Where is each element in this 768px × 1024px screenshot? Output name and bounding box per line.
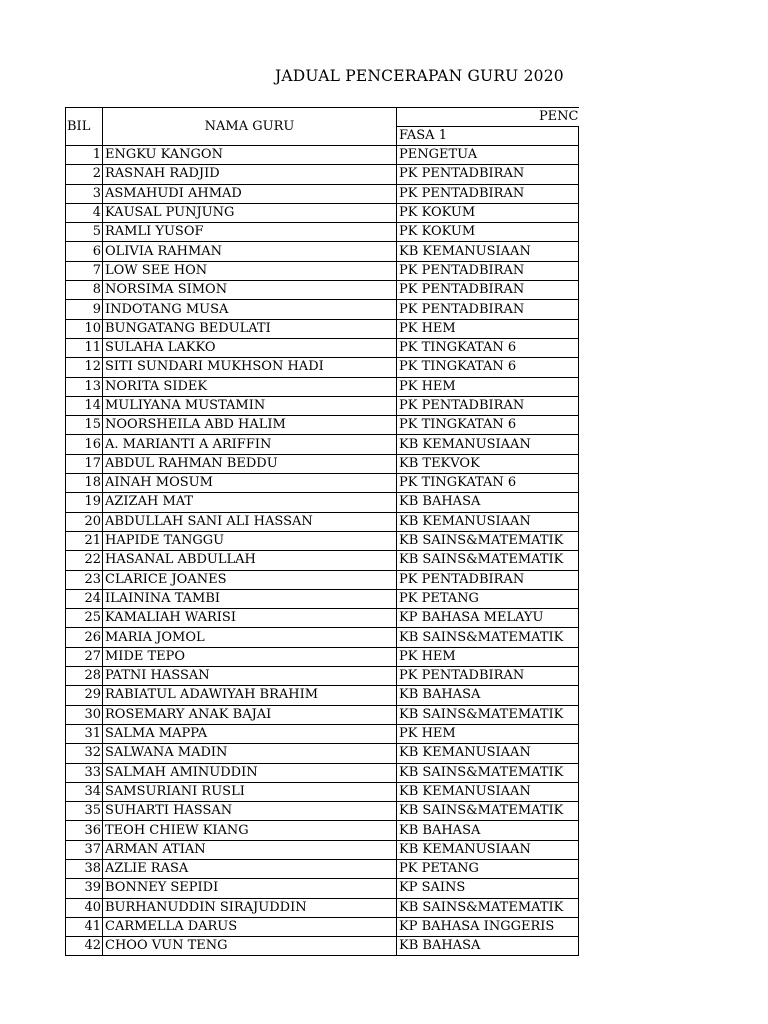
bil-cell: 29 bbox=[66, 686, 103, 705]
bil-cell: 5 bbox=[66, 223, 103, 242]
teacher-name-cell: AZIZAH MAT bbox=[103, 493, 397, 512]
bil-cell: 2 bbox=[66, 165, 103, 184]
teacher-name-cell: KAMALIAH WARISI bbox=[103, 609, 397, 628]
fasa-1-cell: KB SAINS&MATEMATIK bbox=[397, 802, 579, 821]
teacher-name-cell: ARMAN ATIAN bbox=[103, 840, 397, 859]
table-row bbox=[66, 763, 579, 782]
teacher-name-cell: MULIYANA MUSTAMIN bbox=[103, 396, 397, 415]
bil-cell: 41 bbox=[66, 917, 103, 936]
table-row bbox=[66, 782, 579, 801]
fasa-1-cell: KB KEMANUSIAAN bbox=[397, 435, 579, 454]
table-row bbox=[66, 261, 579, 280]
table-row bbox=[66, 859, 579, 878]
table-row bbox=[66, 474, 579, 493]
fasa-1-cell: PK TINGKATAN 6 bbox=[397, 474, 579, 493]
fasa-1-cell: KB BAHASA bbox=[397, 686, 579, 705]
fasa-1-cell: KB KEMANUSIAAN bbox=[397, 782, 579, 801]
table-row bbox=[66, 744, 579, 763]
bil-cell: 18 bbox=[66, 474, 103, 493]
table-row bbox=[66, 281, 579, 300]
fasa-1-cell: PK PENTADBIRAN bbox=[397, 300, 579, 319]
teacher-name-cell: SUHARTI HASSAN bbox=[103, 802, 397, 821]
bil-cell: 20 bbox=[66, 512, 103, 531]
bil-cell: 13 bbox=[66, 377, 103, 396]
header-row-top bbox=[66, 108, 579, 127]
bil-cell: 24 bbox=[66, 589, 103, 608]
table-row bbox=[66, 609, 579, 628]
bil-cell: 36 bbox=[66, 821, 103, 840]
bil-cell: 39 bbox=[66, 879, 103, 898]
fasa-1-cell: PK PENTADBIRAN bbox=[397, 165, 579, 184]
fasa-1-cell: PK HEM bbox=[397, 724, 579, 743]
teacher-name-cell: TEOH CHIEW KIANG bbox=[103, 821, 397, 840]
table-row bbox=[66, 146, 579, 165]
fasa-1-cell: KB KEMANUSIAAN bbox=[397, 242, 579, 261]
table-row bbox=[66, 705, 579, 724]
fasa-1-cell: KP BAHASA MELAYU bbox=[397, 609, 579, 628]
teacher-name-cell: OLIVIA RAHMAN bbox=[103, 242, 397, 261]
table-row bbox=[66, 319, 579, 338]
bil-cell: 14 bbox=[66, 396, 103, 415]
table-row bbox=[66, 531, 579, 550]
teacher-name-cell: ILAININA TAMBI bbox=[103, 589, 397, 608]
table-row bbox=[66, 396, 579, 415]
bil-cell: 34 bbox=[66, 782, 103, 801]
teacher-name-cell: HAPIDE TANGGU bbox=[103, 531, 397, 550]
fasa-1-cell: PK PENTADBIRAN bbox=[397, 261, 579, 280]
fasa-1-cell: KB BAHASA bbox=[397, 821, 579, 840]
table-row bbox=[66, 184, 579, 203]
header-bil: BIL bbox=[66, 108, 103, 146]
fasa-1-cell: KB SAINS&MATEMATIK bbox=[397, 898, 579, 917]
bil-cell: 40 bbox=[66, 898, 103, 917]
fasa-1-cell: PK TINGKATAN 6 bbox=[397, 358, 579, 377]
bil-cell: 32 bbox=[66, 744, 103, 763]
table-row bbox=[66, 937, 579, 956]
teacher-name-cell: SAMSURIANI RUSLI bbox=[103, 782, 397, 801]
teacher-name-cell: ASMAHUDI AHMAD bbox=[103, 184, 397, 203]
fasa-1-cell: PK HEM bbox=[397, 377, 579, 396]
fasa-1-cell: PK HEM bbox=[397, 647, 579, 666]
teacher-name-cell: RAMLI YUSOF bbox=[103, 223, 397, 242]
table-row bbox=[66, 358, 579, 377]
teacher-name-cell: SALWANA MADIN bbox=[103, 744, 397, 763]
table-row bbox=[66, 416, 579, 435]
fasa-1-cell: PK PETANG bbox=[397, 589, 579, 608]
teacher-name-cell: SALMA MAPPA bbox=[103, 724, 397, 743]
fasa-1-cell: PK TINGKATAN 6 bbox=[397, 338, 579, 357]
fasa-1-cell: KB BAHASA bbox=[397, 493, 579, 512]
teacher-name-cell: KAUSAL PUNJUNG bbox=[103, 203, 397, 222]
fasa-1-cell: PK KOKUM bbox=[397, 223, 579, 242]
bil-cell: 3 bbox=[66, 184, 103, 203]
table-row bbox=[66, 512, 579, 531]
bil-cell: 19 bbox=[66, 493, 103, 512]
teacher-name-cell: PATNI HASSAN bbox=[103, 667, 397, 686]
table-row bbox=[66, 667, 579, 686]
bil-cell: 16 bbox=[66, 435, 103, 454]
table-row bbox=[66, 628, 579, 647]
fasa-1-cell: KB BAHASA bbox=[397, 937, 579, 956]
bil-cell: 27 bbox=[66, 647, 103, 666]
table-row bbox=[66, 589, 579, 608]
teacher-name-cell: ENGKU KANGON bbox=[103, 146, 397, 165]
teacher-name-cell: INDOTANG MUSA bbox=[103, 300, 397, 319]
teacher-name-cell: SALMAH AMINUDDIN bbox=[103, 763, 397, 782]
fasa-1-cell: PK TINGKATAN 6 bbox=[397, 416, 579, 435]
table-row bbox=[66, 570, 579, 589]
table-row bbox=[66, 802, 579, 821]
teacher-name-cell: SULAHA LAKKO bbox=[103, 338, 397, 357]
teacher-name-cell: CHOO VUN TENG bbox=[103, 937, 397, 956]
teacher-schedule-table bbox=[65, 107, 579, 956]
fasa-1-cell: PK PENTADBIRAN bbox=[397, 667, 579, 686]
table-row bbox=[66, 435, 579, 454]
bil-cell: 8 bbox=[66, 281, 103, 300]
table-row bbox=[66, 879, 579, 898]
bil-cell: 26 bbox=[66, 628, 103, 647]
bil-cell: 1 bbox=[66, 146, 103, 165]
bil-cell: 21 bbox=[66, 531, 103, 550]
fasa-1-cell: KB SAINS&MATEMATIK bbox=[397, 705, 579, 724]
table-row bbox=[66, 917, 579, 936]
bil-cell: 38 bbox=[66, 859, 103, 878]
header-nama-guru: NAMA GURU bbox=[103, 108, 397, 146]
teacher-name-cell: NORITA SIDEK bbox=[103, 377, 397, 396]
bil-cell: 9 bbox=[66, 300, 103, 319]
teacher-schedule-sheet bbox=[65, 107, 578, 956]
fasa-1-cell: PK HEM bbox=[397, 319, 579, 338]
teacher-name-cell: LOW SEE HON bbox=[103, 261, 397, 280]
table-row bbox=[66, 242, 579, 261]
fasa-1-cell: PK PETANG bbox=[397, 859, 579, 878]
table-row bbox=[66, 493, 579, 512]
table-row bbox=[66, 551, 579, 570]
header-fasa-1: FASA 1 bbox=[397, 127, 579, 146]
teacher-name-cell: BONNEY SEPIDI bbox=[103, 879, 397, 898]
bil-cell: 12 bbox=[66, 358, 103, 377]
fasa-1-cell: PENGETUA bbox=[397, 146, 579, 165]
bil-cell: 7 bbox=[66, 261, 103, 280]
table-row bbox=[66, 840, 579, 859]
teacher-name-cell: HASANAL ABDULLAH bbox=[103, 551, 397, 570]
table-row bbox=[66, 724, 579, 743]
bil-cell: 28 bbox=[66, 667, 103, 686]
teacher-name-cell: CLARICE JOANES bbox=[103, 570, 397, 589]
teacher-name-cell: AZLIE RASA bbox=[103, 859, 397, 878]
fasa-1-cell: KB KEMANUSIAAN bbox=[397, 840, 579, 859]
table-row bbox=[66, 686, 579, 705]
table-row bbox=[66, 821, 579, 840]
teacher-name-cell: RABIATUL ADAWIYAH BRAHIM bbox=[103, 686, 397, 705]
header-pencerapan: PENC bbox=[397, 108, 579, 127]
fasa-1-cell: KP BAHASA INGGERIS bbox=[397, 917, 579, 936]
bil-cell: 31 bbox=[66, 724, 103, 743]
bil-cell: 17 bbox=[66, 454, 103, 473]
teacher-name-cell: ROSEMARY ANAK BAJAI bbox=[103, 705, 397, 724]
fasa-1-cell: KP SAINS bbox=[397, 879, 579, 898]
fasa-1-cell: PK KOKUM bbox=[397, 203, 579, 222]
teacher-name-cell: MIDE TEPO bbox=[103, 647, 397, 666]
teacher-name-cell: BURHANUDDIN SIRAJUDDIN bbox=[103, 898, 397, 917]
fasa-1-cell: PK PENTADBIRAN bbox=[397, 281, 579, 300]
teacher-name-cell: A. MARIANTI A ARIFFIN bbox=[103, 435, 397, 454]
bil-cell: 15 bbox=[66, 416, 103, 435]
table-row bbox=[66, 377, 579, 396]
teacher-name-cell: AINAH MOSUM bbox=[103, 474, 397, 493]
bil-cell: 35 bbox=[66, 802, 103, 821]
fasa-1-cell: KB SAINS&MATEMATIK bbox=[397, 551, 579, 570]
table-row bbox=[66, 300, 579, 319]
bil-cell: 37 bbox=[66, 840, 103, 859]
bil-cell: 30 bbox=[66, 705, 103, 724]
table-row bbox=[66, 898, 579, 917]
fasa-1-cell: PK PENTADBIRAN bbox=[397, 184, 579, 203]
teacher-name-cell: BUNGATANG BEDULATI bbox=[103, 319, 397, 338]
bil-cell: 4 bbox=[66, 203, 103, 222]
bil-cell: 6 bbox=[66, 242, 103, 261]
table-row bbox=[66, 647, 579, 666]
table-row bbox=[66, 223, 579, 242]
teacher-name-cell: ABDUL RAHMAN BEDDU bbox=[103, 454, 397, 473]
bil-cell: 33 bbox=[66, 763, 103, 782]
bil-cell: 42 bbox=[66, 937, 103, 956]
fasa-1-cell: KB SAINS&MATEMATIK bbox=[397, 763, 579, 782]
teacher-name-cell: MARIA JOMOL bbox=[103, 628, 397, 647]
teacher-rows bbox=[66, 146, 579, 956]
teacher-name-cell: NORSIMA SIMON bbox=[103, 281, 397, 300]
fasa-1-cell: KB KEMANUSIAAN bbox=[397, 744, 579, 763]
fasa-1-cell: PK PENTADBIRAN bbox=[397, 570, 579, 589]
fasa-1-cell: PK PENTADBIRAN bbox=[397, 396, 579, 415]
bil-cell: 22 bbox=[66, 551, 103, 570]
teacher-name-cell: ABDULLAH SANI ALI HASSAN bbox=[103, 512, 397, 531]
teacher-name-cell: NOORSHEILA ABD HALIM bbox=[103, 416, 397, 435]
table-row bbox=[66, 454, 579, 473]
bil-cell: 23 bbox=[66, 570, 103, 589]
fasa-1-cell: KB SAINS&MATEMATIK bbox=[397, 531, 579, 550]
fasa-1-cell: KB TEKVOK bbox=[397, 454, 579, 473]
table-row bbox=[66, 203, 579, 222]
teacher-name-cell: CARMELLA DARUS bbox=[103, 917, 397, 936]
table-row bbox=[66, 165, 579, 184]
teacher-name-cell: SITI SUNDARI MUKHSON HADI bbox=[103, 358, 397, 377]
bil-cell: 25 bbox=[66, 609, 103, 628]
bil-cell: 11 bbox=[66, 338, 103, 357]
fasa-1-cell: KB SAINS&MATEMATIK bbox=[397, 628, 579, 647]
teacher-name-cell: RASNAH RADJID bbox=[103, 165, 397, 184]
table-row bbox=[66, 338, 579, 357]
bil-cell: 10 bbox=[66, 319, 103, 338]
page-title: JADUAL PENCERAPAN GURU 2020 bbox=[275, 67, 564, 85]
fasa-1-cell: KB KEMANUSIAAN bbox=[397, 512, 579, 531]
